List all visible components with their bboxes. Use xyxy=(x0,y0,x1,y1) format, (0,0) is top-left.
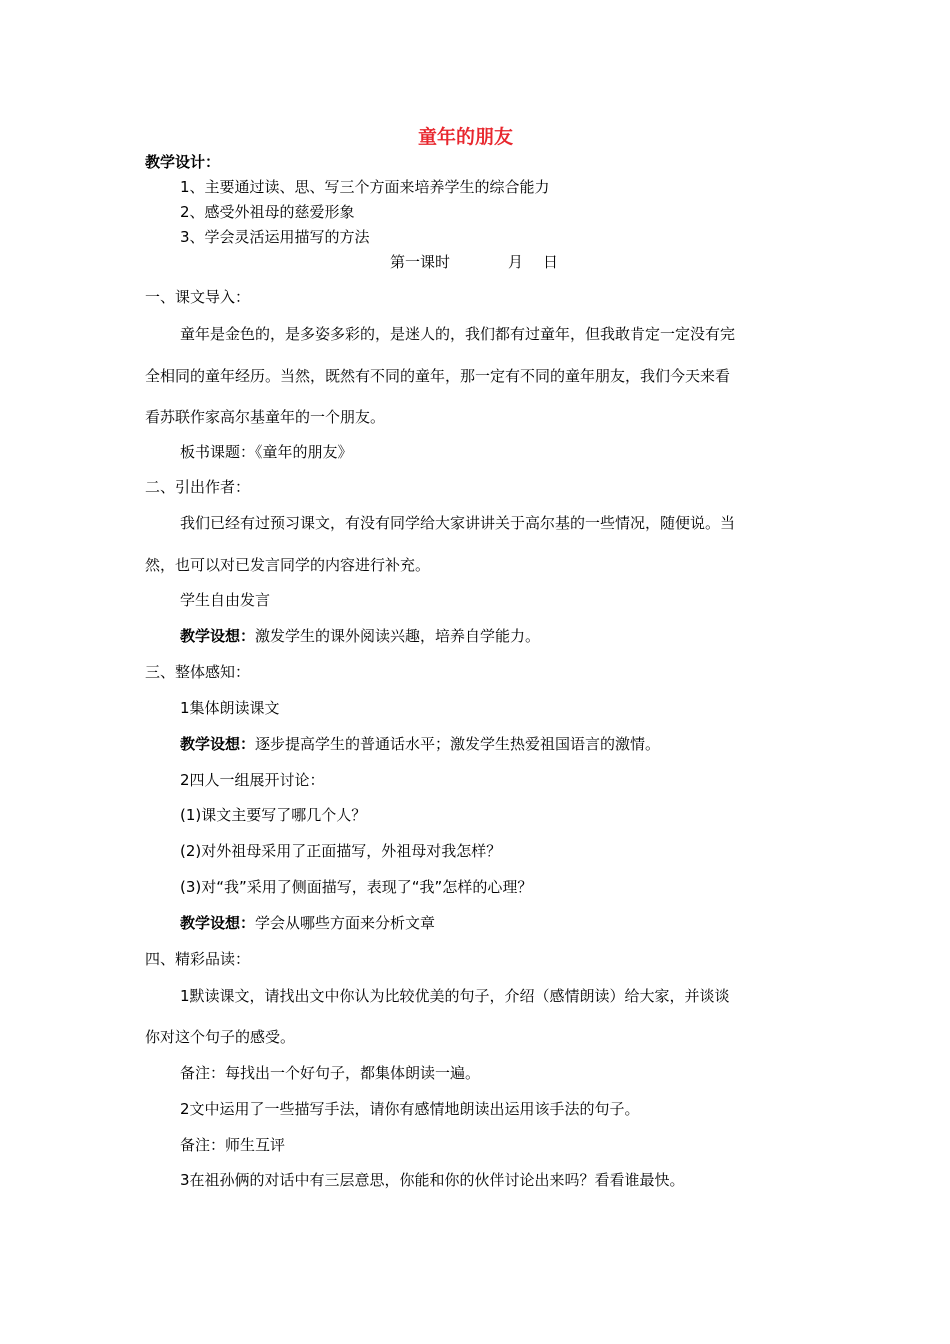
goal-item: 3、学会灵活运用描写的方法 xyxy=(180,228,370,246)
month-label: 月 xyxy=(508,253,524,271)
paragraph-line: 你对这个句子的感受。 xyxy=(145,1028,296,1046)
teaching-intent xyxy=(180,627,540,645)
goal-item: 1、主要通过读、思、写三个方面来培养学生的综合能力 xyxy=(180,178,550,196)
list-item: 1集体朗读课文 xyxy=(180,699,280,717)
paragraph-line: 全相同的童年经历。当然，既然有不同的童年，那一定有不同的童年朋友，我们今天来看 xyxy=(145,367,731,385)
note-item: 备注：每找出一个好句子，都集体朗读一遍。 xyxy=(180,1064,481,1082)
day-label: 日 xyxy=(543,253,559,271)
section-heading: 一、课文导入： xyxy=(145,288,251,306)
teaching-intent-label: 教学设想： xyxy=(180,627,256,645)
list-item: 2四人一组展开讨论： xyxy=(180,771,325,789)
teaching-intent-text: 学会从哪些方面来分析文章 xyxy=(255,914,436,932)
list-item: 1默读课文，请找出文中你认为比较优美的句子，介绍（感情朗读）给大家，并谈谈 xyxy=(180,987,730,1005)
lesson-label: 第一课时 xyxy=(390,253,451,271)
teaching-intent-label: 教学设想： xyxy=(180,735,256,753)
design-heading: 教学设计： xyxy=(145,153,221,171)
goal-item: 2、感受外祖母的慈爱形象 xyxy=(180,203,355,221)
section-heading: 二、引出作者： xyxy=(145,478,251,496)
document-title: 童年的朋友 xyxy=(418,126,514,148)
question-item: (3)对“我”采用了侧面描写，表现了“我”怎样的心理？ xyxy=(180,878,533,896)
list-item: 2文中运用了一些描写手法，请你有感情地朗读出运用该手法的句子。 xyxy=(180,1100,640,1118)
paragraph-line: 学生自由发言 xyxy=(180,591,271,609)
teaching-intent-text: 激发学生的课外阅读兴趣，培养自学能力。 xyxy=(255,627,541,645)
teaching-intent xyxy=(180,735,660,753)
teaching-intent xyxy=(180,914,435,932)
paragraph-line: 然，也可以对已发言同学的内容进行补充。 xyxy=(145,556,431,574)
board-title: 板书课题：《童年的朋友》 xyxy=(180,443,353,461)
note-item: 备注：师生互评 xyxy=(180,1136,286,1154)
paragraph-line: 看苏联作家高尔基童年的一个朋友。 xyxy=(145,408,386,426)
teaching-intent-label: 教学设想： xyxy=(180,914,256,932)
paragraph-line: 童年是金色的，是多姿多彩的，是迷人的，我们都有过童年，但我敢肯定一定没有完 xyxy=(180,325,736,343)
question-item: (1)课文主要写了哪几个人？ xyxy=(180,806,367,824)
teaching-intent-text: 逐步提高学生的普通话水平；激发学生热爱祖国语言的激情。 xyxy=(255,735,661,753)
section-heading: 四、精彩品读： xyxy=(145,950,251,968)
section-heading: 三、整体感知： xyxy=(145,663,251,681)
paragraph-line: 我们已经有过预习课文，有没有同学给大家讲讲关于高尔基的一些情况，随便说。当 xyxy=(180,514,736,532)
question-item: (2)对外祖母采用了正面描写，外祖母对我怎样？ xyxy=(180,842,502,860)
list-item: 3在祖孙俩的对话中有三层意思，你能和你的伙伴讨论出来吗？看看谁最快。 xyxy=(180,1171,685,1189)
